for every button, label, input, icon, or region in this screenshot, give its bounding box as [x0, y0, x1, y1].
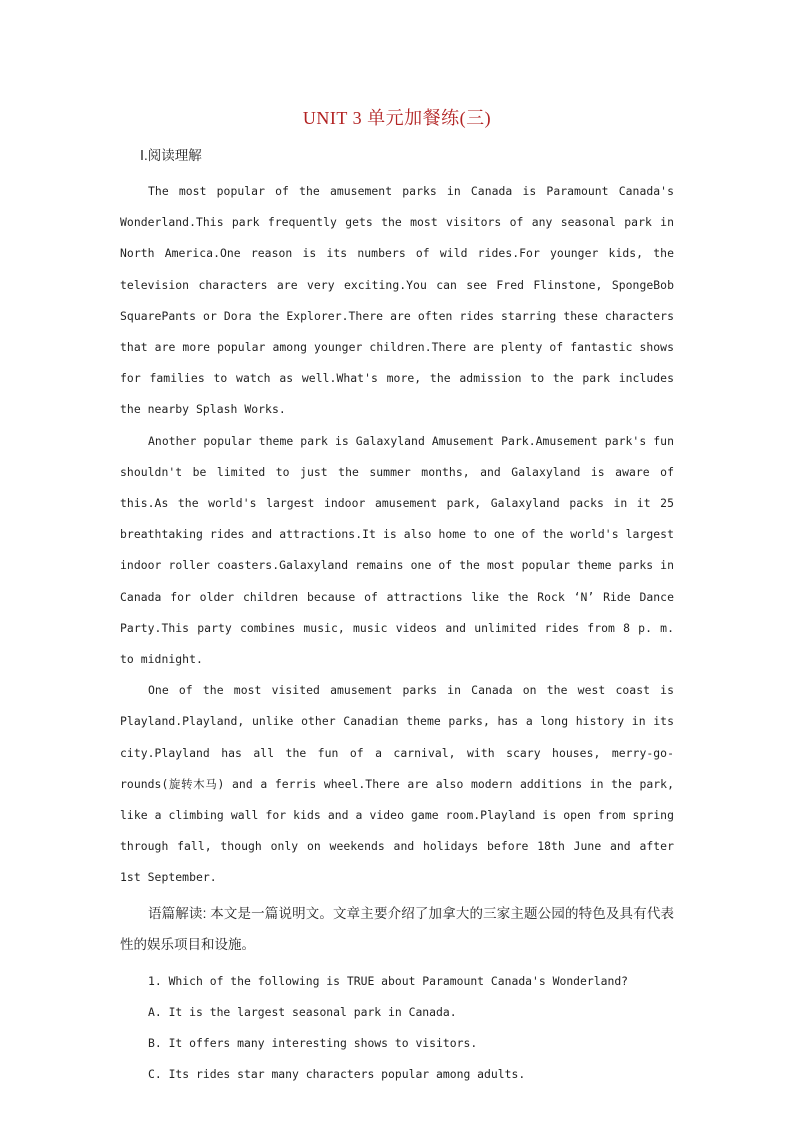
page-title: UNIT 3 单元加餐练(三)	[302, 108, 492, 128]
option-c: C. Its rides star many characters popular among adults.	[148, 1067, 526, 1082]
passage-paragraph-2: Another popular theme park is Galaxyland Amusement Park.Amusement park's fun shouldn't be limited to just the summer months, and Galaxyland is aware of this.As the world's largest indoor amusement park, Galaxyland packs in it 25 breathtaking rides and attractions.It is also home to one of the world's largest indoor roller coasters.Galaxyland remains one of the most popular theme parks in Canada for older children because of attractions like the Rock ‘N’ Ride Dance Party.This party combines music, music videos and unlimited rides from 8 p. m. to midnight.	[120, 433, 674, 667]
section-heading: Ⅰ.阅读理解	[140, 148, 202, 163]
passage-paragraph-1: The most popular of the amusement parks in Canada is Paramount Canada's Wonderland.This park frequently gets the most visitors of any seasonal park in North America.One reason is its numbers of wild rides.For younger kids, the television characters are very exciting.You can see Fred Flinstone, SpongeBob SquarePants or Dora the Explorer.There are often rides starring these characters that are more popular among younger children.There are plenty of fantastic shows for families to watch as well.What's more, the admission to the park includes the nearby Splash Works.	[120, 184, 674, 417]
option-a: A. It is the largest seasonal park in Canada.	[148, 1004, 457, 1019]
passage-analysis: 语篇解读: 本文是一篇说明文。文章主要介绍了加拿大的三家主题公园的特色及具有代表性的娱乐项目和设施。	[120, 905, 674, 952]
passage-paragraph-3: One of the most visited amusement parks in Canada on the west coast is Playland.Playland, unlike other Canadian theme parks, has a long history in its city.Playland has all the fun of a carnival, with scary houses, merry-go-rounds(旋转木马) and a ferris wheel.There are also modern additions in the park, like a climbing wall for kids and a video game room.Playland is open from spring through fall, though only on weekends and holidays before 18th June and after 1st September.	[120, 683, 674, 885]
question-1	[120, 966, 674, 1091]
option-b: B. It offers many interesting shows to visitors.	[148, 1036, 478, 1051]
question-text: 1. Which of the following is TRUE about Paramount Canada's Wonderland?	[148, 973, 629, 988]
